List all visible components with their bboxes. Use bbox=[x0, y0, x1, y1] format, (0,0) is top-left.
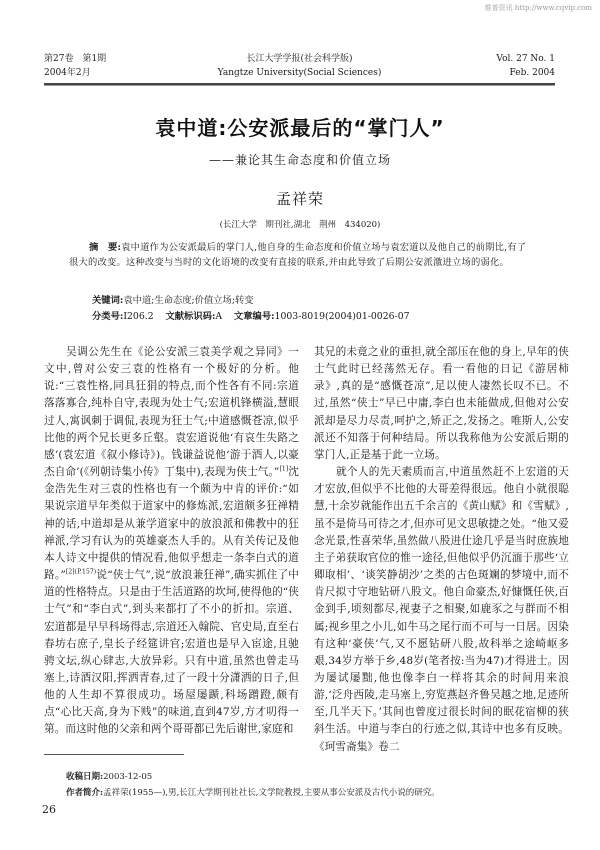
footnote-divider bbox=[44, 754, 184, 755]
header-vol-no-en: Vol. 27 No. 1 bbox=[496, 54, 555, 64]
abstract-text: 袁中道作为公安派最后的掌门人,他自身的生命态度和价值立场与袁宏道以及他自己的前期比,有了很大的改变。这种改变与当时的文化语境的改变有直接的联系,并由此导致了后期公安派激进立场的弱化。 bbox=[69, 242, 527, 268]
doc-code-value: A bbox=[215, 311, 223, 322]
article-title: 袁中道:公安派最后的“掌门人” bbox=[155, 116, 445, 140]
article-author: 孟祥荣 bbox=[275, 190, 324, 208]
classification-value: I206.2 bbox=[123, 311, 154, 322]
body-paragraph: 就个人的先天素质而言,中道虽然赶不上宏道的天才宏放,但似乎不比他的大哥差得很远。他自小就很聪慧,十余岁就能作出五千余言的《黄山赋》和《雪赋》,虽不是倚马可待之才,但亦可见文思敏捷之处。“他又爱念光景,性喜荣华,虽然做八股进仕途几乎是当时庶族地主子弟获取官位的惟一途径,但他似乎仍沉湎于那些‘立卿取相’、‘谈笑静胡沙’之类的古色斑斓的梦境中,而不肯尺拟寸守地钻研八股文。他自命豪杰,好慷慨任侠,百金到手,顷刻都尽,视妻子之相聚,如鹿豕之与群而不相属;视乡里之小儿,如牛马之尾行而不可与一日居。因染有这种‘豪侠’气,又不愿钻研八股,故科举之途崎岖多艰,34岁方举于乡,48岁(笔者按:当为47)才得进士。因为屡试屡黜,他也像李白一样将其余的时间用来浪游,‘泛舟西陵,走马塞上,穷览燕赵齐鲁吴越之地,足迹所至,几半天下。’其间也曾度过很长时间的眠花宿柳的狭斜生活。中道与李白的行迹之似,其诗中也多有反映。《珂雪斋集》卷二 bbox=[314, 466, 569, 753]
keywords-label: 关键词: bbox=[92, 295, 124, 306]
footnote-author-bio bbox=[66, 786, 440, 798]
abstract-label: 摘 要: bbox=[89, 242, 122, 253]
bio-label: 作者简介: bbox=[66, 788, 104, 798]
article-no-value: 1003-8019(2004)01-0026-07 bbox=[274, 311, 410, 322]
header-divider bbox=[44, 83, 555, 86]
body-text: 吴调公先生在《论公安派三袁美学观之异同》一文中,曾对公安三袁的性格有一个极好的分析。他说:“三袁性格,同具狂狷的特点,而个性各有不同:宗道落落寡合,纯朴自守,表现为处士气;宏道机锋横溢,慧眼过人,寓讽刺于调侃,表现为狂士气;中道感慨苍凉,似乎比他的两个兄长更多丘壑。袁宏道说他‘有哀生失路之感’(袁宏道《叙小修诗》)。钱谦益说他‘游于酒人,以豪杰自命’(《列朝诗集小传》丁集中),表现为侠士气。” bbox=[44, 346, 299, 479]
keywords-text: 袁中道;生命态度;价值立场;转变 bbox=[123, 295, 254, 306]
header-journal-en: Yangtze University(Social Sciences) bbox=[217, 68, 382, 78]
citation-ref[interactable]: [1] bbox=[279, 465, 289, 473]
classification-line bbox=[92, 309, 410, 324]
classification-label: 分类号: bbox=[92, 311, 124, 322]
header-volume-issue: 第27卷 第1期 bbox=[44, 54, 107, 64]
body-paragraph: 其兄的未竟之业的重担,就全部压在他的身上,早年的侠士气此时已经荡然无存。看一看他的日记《游居柿录》,真的是“感慨苍凉”,足以使人凄然长叹不已。不过,虽然“侠士”早已中庸,李白也未能做成,但他对公安派却是尽力尽责,呵护之,矫正之,发扬之。唯斯人,公安派还不知落于何种结局。所以我称他为公安派后期的掌门人,正是基于此一立场。 bbox=[314, 346, 569, 461]
header-journal-cn: 长江大学学报(社会科学版) bbox=[246, 54, 353, 64]
bio-text: 孟祥荣(1955—),男,长江大学期刊社社长,文学院教授,主要从事公安派及古代小说的研究。 bbox=[103, 788, 440, 798]
header-volume-info-en bbox=[496, 52, 555, 80]
received-date: 2003-12-05 bbox=[103, 772, 153, 782]
body-text: 说“侠士气”,说“放浪兼狂禅”,确实抓住了中道的性格特点。只是由于生活道路的坎坷,使得他的“侠士气”和“李白式”,到头来都打了不小的折扣。宗道、宏道都是早早科场得志,宗道还入翰院、官史局,直至右春坊右庶子,皇长子经筵讲官;宏道也是早入宦途,且驰骋文坛,纵心肆志,大放异彩。只有中道,虽然也曾走马塞上,诗酒汉阳,挥洒青春,过了一段十分潇洒的日子,但他的人生却不算很成功。场屋屡踬,科场蹭蹬,颇有点“心比天高,身为下贱”的味道,直到47岁,方才叨得一第。而这时他的父亲和两个哥哥都已先后谢世,家庭和 bbox=[44, 569, 299, 736]
author-affiliation: (长江大学 期刊社,湖北 荆州 434020) bbox=[219, 220, 381, 230]
body-left-column bbox=[44, 344, 299, 739]
article-subtitle: ——兼论其生命态度和价值立场 bbox=[208, 153, 391, 167]
watermark: 维普资讯 http://www.cqvip.com bbox=[484, 4, 592, 12]
footnote-received bbox=[66, 770, 152, 782]
citation-ref[interactable]: [2](P.157) bbox=[65, 568, 97, 576]
body-text: 沈金浩先生对三袁的性格也有一个颇为中肯的评价:“如果说宗道早年类似于道家中的修炼派,宏道颇多狂禅精神的话,中道却是从兼学道家中的放浪派和佛教中的狂禅派,学习有认为的英雄豪杰人手的。从有关传记及他本人诗文中提供的情况看,他似乎想走一条李白式的道路。” bbox=[44, 466, 299, 582]
header-date-cn: 2004年2月 bbox=[44, 68, 91, 78]
header-journal-name bbox=[44, 52, 555, 80]
abstract bbox=[69, 240, 534, 270]
received-label: 收稿日期: bbox=[66, 772, 104, 782]
article-no-label: 文章编号: bbox=[233, 311, 275, 322]
header-date-en: Feb. 2004 bbox=[509, 68, 555, 78]
body-paragraph bbox=[44, 344, 299, 739]
doc-code-label: 文献标识码: bbox=[165, 311, 216, 322]
body-right-column bbox=[314, 344, 569, 756]
page-number: 26 bbox=[42, 803, 56, 816]
keywords bbox=[92, 293, 254, 308]
